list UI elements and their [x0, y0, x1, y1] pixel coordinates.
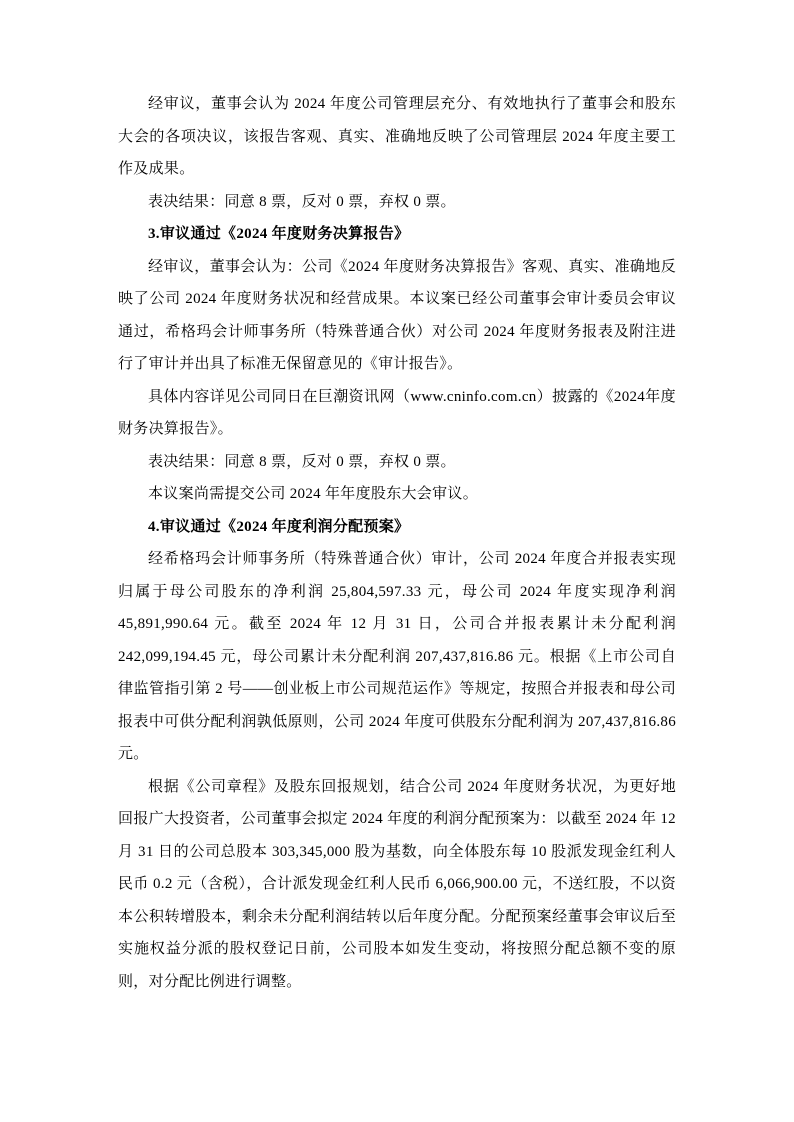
heading-item4-profit-distribution: 4.审议通过《2024 年度利润分配预案》	[148, 518, 410, 535]
paragraph-item3-review-opinion: 经审议，董事会认为：公司《2024 年度财务决算报告》客观、真实、准确地反映了公司 2024 年度财务状况和经营成果。本议案已经公司董事会审计委员会审议通过，希格玛会计师事务所（特殊普通合伙）对公司 2024 年度财务报表及附注进行了审计并出具了标准无保留意见的《审计报告》。	[118, 258, 676, 372]
paragraph-item2-vote-result: 表决结果：同意 8 票，反对 0 票，弃权 0 票。	[148, 193, 456, 210]
heading-item3-financial-report: 3.审议通过《2024 年度财务决算报告》	[148, 226, 410, 242]
document-body	[118, 88, 676, 998]
paragraph-item3-vote-result: 表决结果：同意 8 票，反对 0 票，弃权 0 票。	[148, 453, 456, 470]
paragraph-item3-disclosure-note: 具体内容详见公司同日在巨潮资讯网（www.cninfo.com.cn）披露的《2024年度财务决算报告》。	[118, 388, 676, 437]
paragraph-item3-shareholder-meeting-note: 本议案尚需提交公司 2024 年年度股东大会审议。	[148, 486, 479, 502]
paragraph-item4-distribution-plan: 根据《公司章程》及股东回报规划，结合公司 2024 年度财务状况，为更好地回报广大投资者，公司董事会拟定 2024 年度的利润分配预案为：以截至 2024 年 12 月 31 日的公司总股本 303,345,000 股为基数，向全体股东每 10 股派发现金红利人民币 0.2 元（含税），合计派发现金红利人民币 6,066,900.00 元，不送红股，不以资本公积转增股本，剩余未分配利润结转以后年度分配。分配预案经董事会审议后至实施权益分派的股权登记日前，公司股本如发生变动，将按照分配总额不变的原则，对分配比例进行调整。	[118, 778, 676, 990]
paragraph-item4-audit-figures: 经希格玛会计师事务所（特殊普通合伙）审计，公司 2024 年度合并报表实现归属于母公司股东的净利润 25,804,597.33 元，母公司 2024 年度实现净利润 45,891,990.64 元。截至 2024 年 12 月 31 日，公司合并报表累计未分配利润 242,099,194.45 元，母公司累计未分配利润 207,437,816.86 元。根据《上市公司自律监管指引第 2 号——创业板上市公司规范运作》等规定，按照合并报表和母公司报表中可供分配利润孰低原则，公司 2024 年度可供股东分配利润为 207,437,816.86 元。	[118, 551, 676, 762]
paragraph-item2-review-opinion: 经审议，董事会认为 2024 年度公司管理层充分、有效地执行了董事会和股东大会的各项决议，该报告客观、真实、准确地反映了公司管理层 2024 年度主要工作及成果。	[118, 96, 676, 177]
